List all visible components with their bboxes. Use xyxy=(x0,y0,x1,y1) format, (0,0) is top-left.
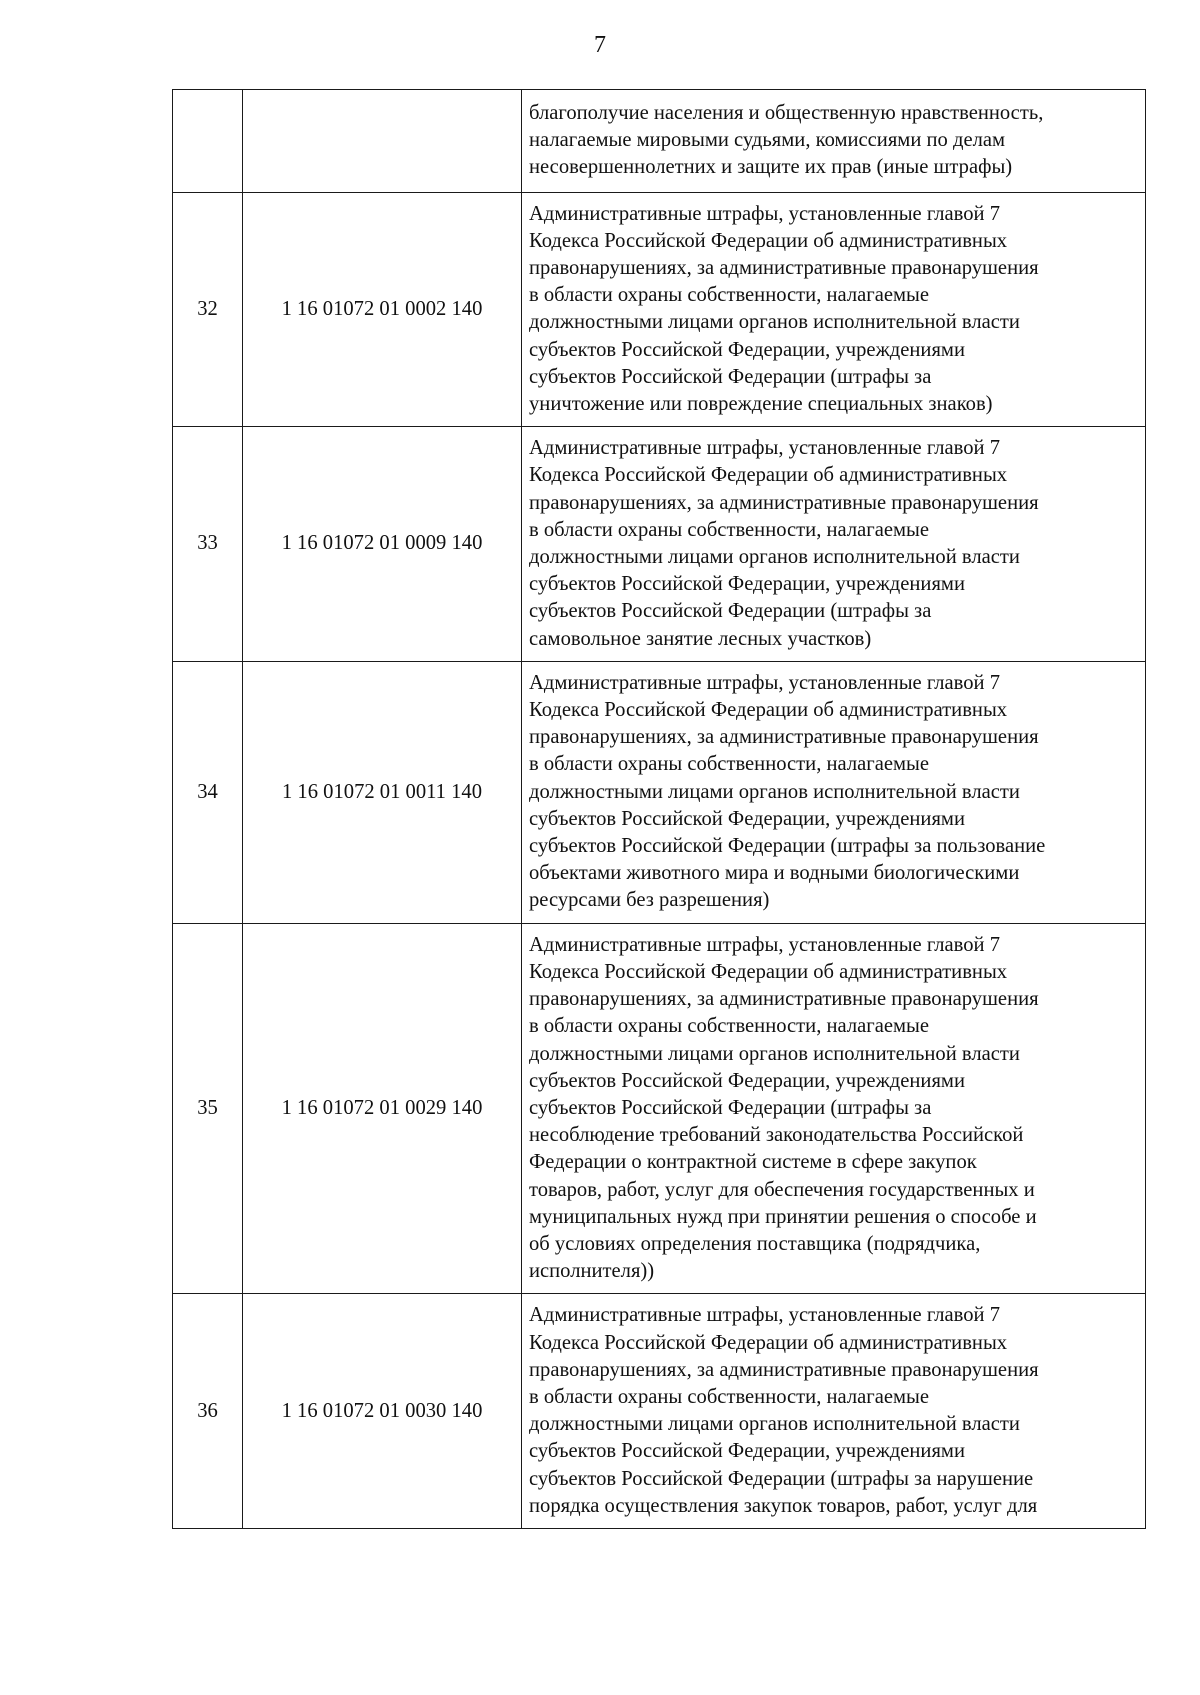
row-number: 34 xyxy=(173,661,243,923)
fine-description: Административные штрафы, установленные главой 7 Кодекса Российской Федерации об административных правонарушениях, за административные правонарушения в области охраны собственности, налагаемые должностными лицами органов исполнительной власти субъектов Российской Федерации, учреждениями субъектов Российской Федерации (штрафы за несоблюдение требований законодательства Российской Федерации о контрактной системе в сфере закупок товаров, работ, услуг для обеспечения государственных и муниципальных нужд при принятии решения о способе и об условиях определения поставщика (подрядчика, исполнителя)) xyxy=(522,923,1146,1294)
fine-description: Административные штрафы, установленные главой 7 Кодекса Российской Федерации об административных правонарушениях, за административные правонарушения в области охраны собственности, налагаемые должностными лицами органов исполнительной власти субъектов Российской Федерации, учреждениями субъектов Российской Федерации (штрафы за самовольное занятие лесных участков) xyxy=(522,427,1146,662)
table-row xyxy=(173,427,1146,662)
row-number xyxy=(173,90,243,193)
table-row xyxy=(173,661,1146,923)
table-row xyxy=(173,923,1146,1294)
table-row xyxy=(173,90,1146,193)
row-number: 36 xyxy=(173,1294,243,1529)
budget-classification-code: 1 16 01072 01 0009 140 xyxy=(243,427,522,662)
budget-classification-code: 1 16 01072 01 0029 140 xyxy=(243,923,522,1294)
fines-table xyxy=(172,89,1146,1529)
table-row xyxy=(173,192,1146,427)
fine-description: Административные штрафы, установленные главой 7 Кодекса Российской Федерации об административных правонарушениях, за административные правонарушения в области охраны собственности, налагаемые должностными лицами органов исполнительной власти субъектов Российской Федерации, учреждениями субъектов Российской Федерации (штрафы за нарушение порядка осуществления закупок товаров, работ, услуг для xyxy=(522,1294,1146,1529)
page-number: 7 xyxy=(594,32,606,58)
fine-description: Административные штрафы, установленные главой 7 Кодекса Российской Федерации об административных правонарушениях, за административные правонарушения в области охраны собственности, налагаемые должностными лицами органов исполнительной власти субъектов Российской Федерации, учреждениями субъектов Российской Федерации (штрафы за уничтожение или повреждение специальных знаков) xyxy=(522,192,1146,427)
row-number: 35 xyxy=(173,923,243,1294)
fine-description: благополучие населения и общественную нравственность, налагаемые мировыми судьями, комиссиями по делам несовершеннолетних и защите их прав (иные штрафы) xyxy=(522,90,1146,193)
budget-classification-code: 1 16 01072 01 0002 140 xyxy=(243,192,522,427)
budget-classification-code: 1 16 01072 01 0030 140 xyxy=(243,1294,522,1529)
fine-description: Административные штрафы, установленные главой 7 Кодекса Российской Федерации об административных правонарушениях, за административные правонарушения в области охраны собственности, налагаемые должностными лицами органов исполнительной власти субъектов Российской Федерации, учреждениями субъектов Российской Федерации (штрафы за пользование объектами животного мира и водными биологическими ресурсами без разрешения) xyxy=(522,661,1146,923)
table-row xyxy=(173,1294,1146,1529)
row-number: 32 xyxy=(173,192,243,427)
budget-classification-code xyxy=(243,90,522,193)
row-number: 33 xyxy=(173,427,243,662)
budget-classification-code: 1 16 01072 01 0011 140 xyxy=(243,661,522,923)
